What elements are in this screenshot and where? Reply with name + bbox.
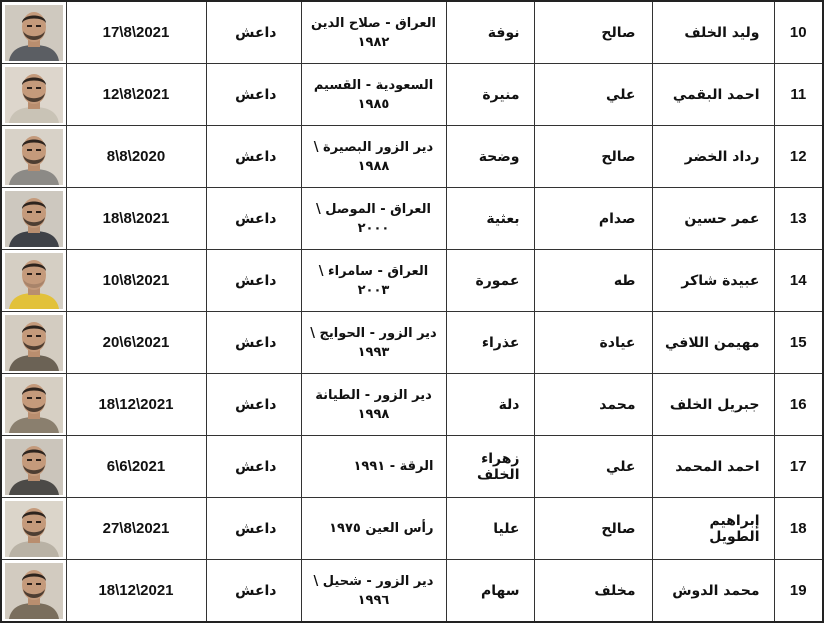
full-name-cell: احمد البقمي <box>652 64 774 126</box>
photo-cell <box>1 312 66 374</box>
date-cell: 27\8\2021 <box>66 498 206 560</box>
birth-cell <box>301 126 446 188</box>
photo-cell <box>1 64 66 126</box>
father-name-cell: صالح <box>534 498 652 560</box>
birth-cell <box>301 374 446 436</box>
table-row <box>1 126 823 188</box>
mother-name-cell: زهراء الخلف <box>446 436 534 498</box>
photo-cell <box>1 498 66 560</box>
photo-cell <box>1 188 66 250</box>
photo-cell <box>1 374 66 436</box>
table-body <box>1 1 823 622</box>
full-name-cell: عمر حسين <box>652 188 774 250</box>
affiliation-cell: داعش <box>206 188 301 250</box>
mugshot-photo <box>5 67 63 123</box>
affiliation-cell: داعش <box>206 312 301 374</box>
date-cell: 10\8\2021 <box>66 250 206 312</box>
photo-cell <box>1 560 66 623</box>
row-number-cell: 11 <box>774 64 823 126</box>
table-row <box>1 374 823 436</box>
date-cell: 18\8\2021 <box>66 188 206 250</box>
birth-cell <box>301 560 446 623</box>
father-name-cell: علي <box>534 64 652 126</box>
affiliation-cell: داعش <box>206 126 301 188</box>
mother-name-cell: عليا <box>446 498 534 560</box>
date-cell: 20\6\2021 <box>66 312 206 374</box>
affiliation-cell: داعش <box>206 1 301 64</box>
birth-place: العراق - الموصل \ <box>316 201 431 217</box>
mother-name-cell: وضحة <box>446 126 534 188</box>
mother-name-cell: سهام <box>446 560 534 623</box>
mugshot-photo <box>5 563 63 619</box>
birth-place: دير الزور - شحيل \ <box>313 573 434 589</box>
father-name-cell: محمد <box>534 374 652 436</box>
mugshot-photo <box>5 377 63 433</box>
row-number-cell: 16 <box>774 374 823 436</box>
table-row <box>1 1 823 64</box>
birth-place: العراق - سامراء \ <box>318 263 429 279</box>
birth-cell <box>301 312 446 374</box>
birth-place: العراق - صلاح الدين <box>310 15 437 31</box>
birth-place: دير الزور البصيرة \ <box>313 139 434 155</box>
row-number-cell: 10 <box>774 1 823 64</box>
full-name-cell: إبراهيم الطويل <box>652 498 774 560</box>
affiliation-cell: داعش <box>206 498 301 560</box>
birth-year: ١٩٨٥ <box>357 96 390 112</box>
photo-cell <box>1 1 66 64</box>
row-number-cell: 14 <box>774 250 823 312</box>
mugshot-photo <box>5 501 63 557</box>
date-cell: 12\8\2021 <box>66 64 206 126</box>
mugshot-photo <box>5 315 63 371</box>
full-name-cell: جبريل الخلف <box>652 374 774 436</box>
date-cell: 8\8\2020 <box>66 126 206 188</box>
full-name-cell: محمد الدوش <box>652 560 774 623</box>
full-name-cell: مهيمن اللافي <box>652 312 774 374</box>
birth-year: ٢٠٠٠ <box>357 220 390 236</box>
birth-place: الرقة - ١٩٩١ <box>353 459 434 474</box>
row-number-cell: 17 <box>774 436 823 498</box>
affiliation-cell: داعش <box>206 560 301 623</box>
birth-year: ١٩٨٨ <box>357 158 390 174</box>
birth-year: ٢٠٠٣ <box>357 282 390 298</box>
mother-name-cell: دلة <box>446 374 534 436</box>
row-number-cell: 18 <box>774 498 823 560</box>
mother-name-cell: بعثية <box>446 188 534 250</box>
date-cell: 18\12\2021 <box>66 374 206 436</box>
father-name-cell: علي <box>534 436 652 498</box>
row-number-cell: 13 <box>774 188 823 250</box>
affiliation-cell: داعش <box>206 250 301 312</box>
mother-name-cell: نوفة <box>446 1 534 64</box>
father-name-cell: صالح <box>534 1 652 64</box>
photo-cell <box>1 250 66 312</box>
mugshot-photo <box>5 253 63 309</box>
mother-name-cell: عمورة <box>446 250 534 312</box>
father-name-cell: مخلف <box>534 560 652 623</box>
table-row <box>1 250 823 312</box>
mother-name-cell: منيرة <box>446 64 534 126</box>
full-name-cell: عبيدة شاكر <box>652 250 774 312</box>
father-name-cell: صالح <box>534 126 652 188</box>
affiliation-cell: داعش <box>206 374 301 436</box>
birth-year: ١٩٨٢ <box>357 34 390 50</box>
birth-cell <box>301 436 446 498</box>
mother-name-cell: عذراء <box>446 312 534 374</box>
date-cell: 6\6\2021 <box>66 436 206 498</box>
birth-cell <box>301 498 446 560</box>
father-name-cell: طه <box>534 250 652 312</box>
birth-place: رأس العين ١٩٧٥ <box>329 521 434 536</box>
birth-place: دير الزور - الطيانة <box>315 387 432 403</box>
mugshot-photo <box>5 439 63 495</box>
date-cell: 17\8\2021 <box>66 1 206 64</box>
row-number-cell: 12 <box>774 126 823 188</box>
table-row <box>1 498 823 560</box>
birth-place: دير الزور - الحوايج \ <box>310 325 437 341</box>
father-name-cell: صدام <box>534 188 652 250</box>
birth-cell <box>301 64 446 126</box>
birth-year: ١٩٩٣ <box>357 344 390 360</box>
full-name-cell: وليد الخلف <box>652 1 774 64</box>
mugshot-photo <box>5 129 63 185</box>
mugshot-photo <box>5 191 63 247</box>
row-number-cell: 15 <box>774 312 823 374</box>
table-row <box>1 64 823 126</box>
photo-cell <box>1 126 66 188</box>
table-row <box>1 436 823 498</box>
table-row <box>1 188 823 250</box>
birth-cell <box>301 188 446 250</box>
table-row <box>1 560 823 623</box>
birth-cell <box>301 250 446 312</box>
photo-cell <box>1 436 66 498</box>
row-number-cell: 19 <box>774 560 823 623</box>
table-row <box>1 312 823 374</box>
full-name-cell: احمد المحمد <box>652 436 774 498</box>
birth-place: السعودية - القسيم <box>313 77 434 93</box>
birth-cell <box>301 1 446 64</box>
mugshot-photo <box>5 5 63 61</box>
birth-year: ١٩٩٦ <box>357 592 390 608</box>
full-name-cell: رداد الخضر <box>652 126 774 188</box>
date-cell: 18\12\2021 <box>66 560 206 623</box>
birth-year: ١٩٩٨ <box>357 406 390 422</box>
affiliation-cell: داعش <box>206 64 301 126</box>
father-name-cell: عيادة <box>534 312 652 374</box>
affiliation-cell: داعش <box>206 436 301 498</box>
